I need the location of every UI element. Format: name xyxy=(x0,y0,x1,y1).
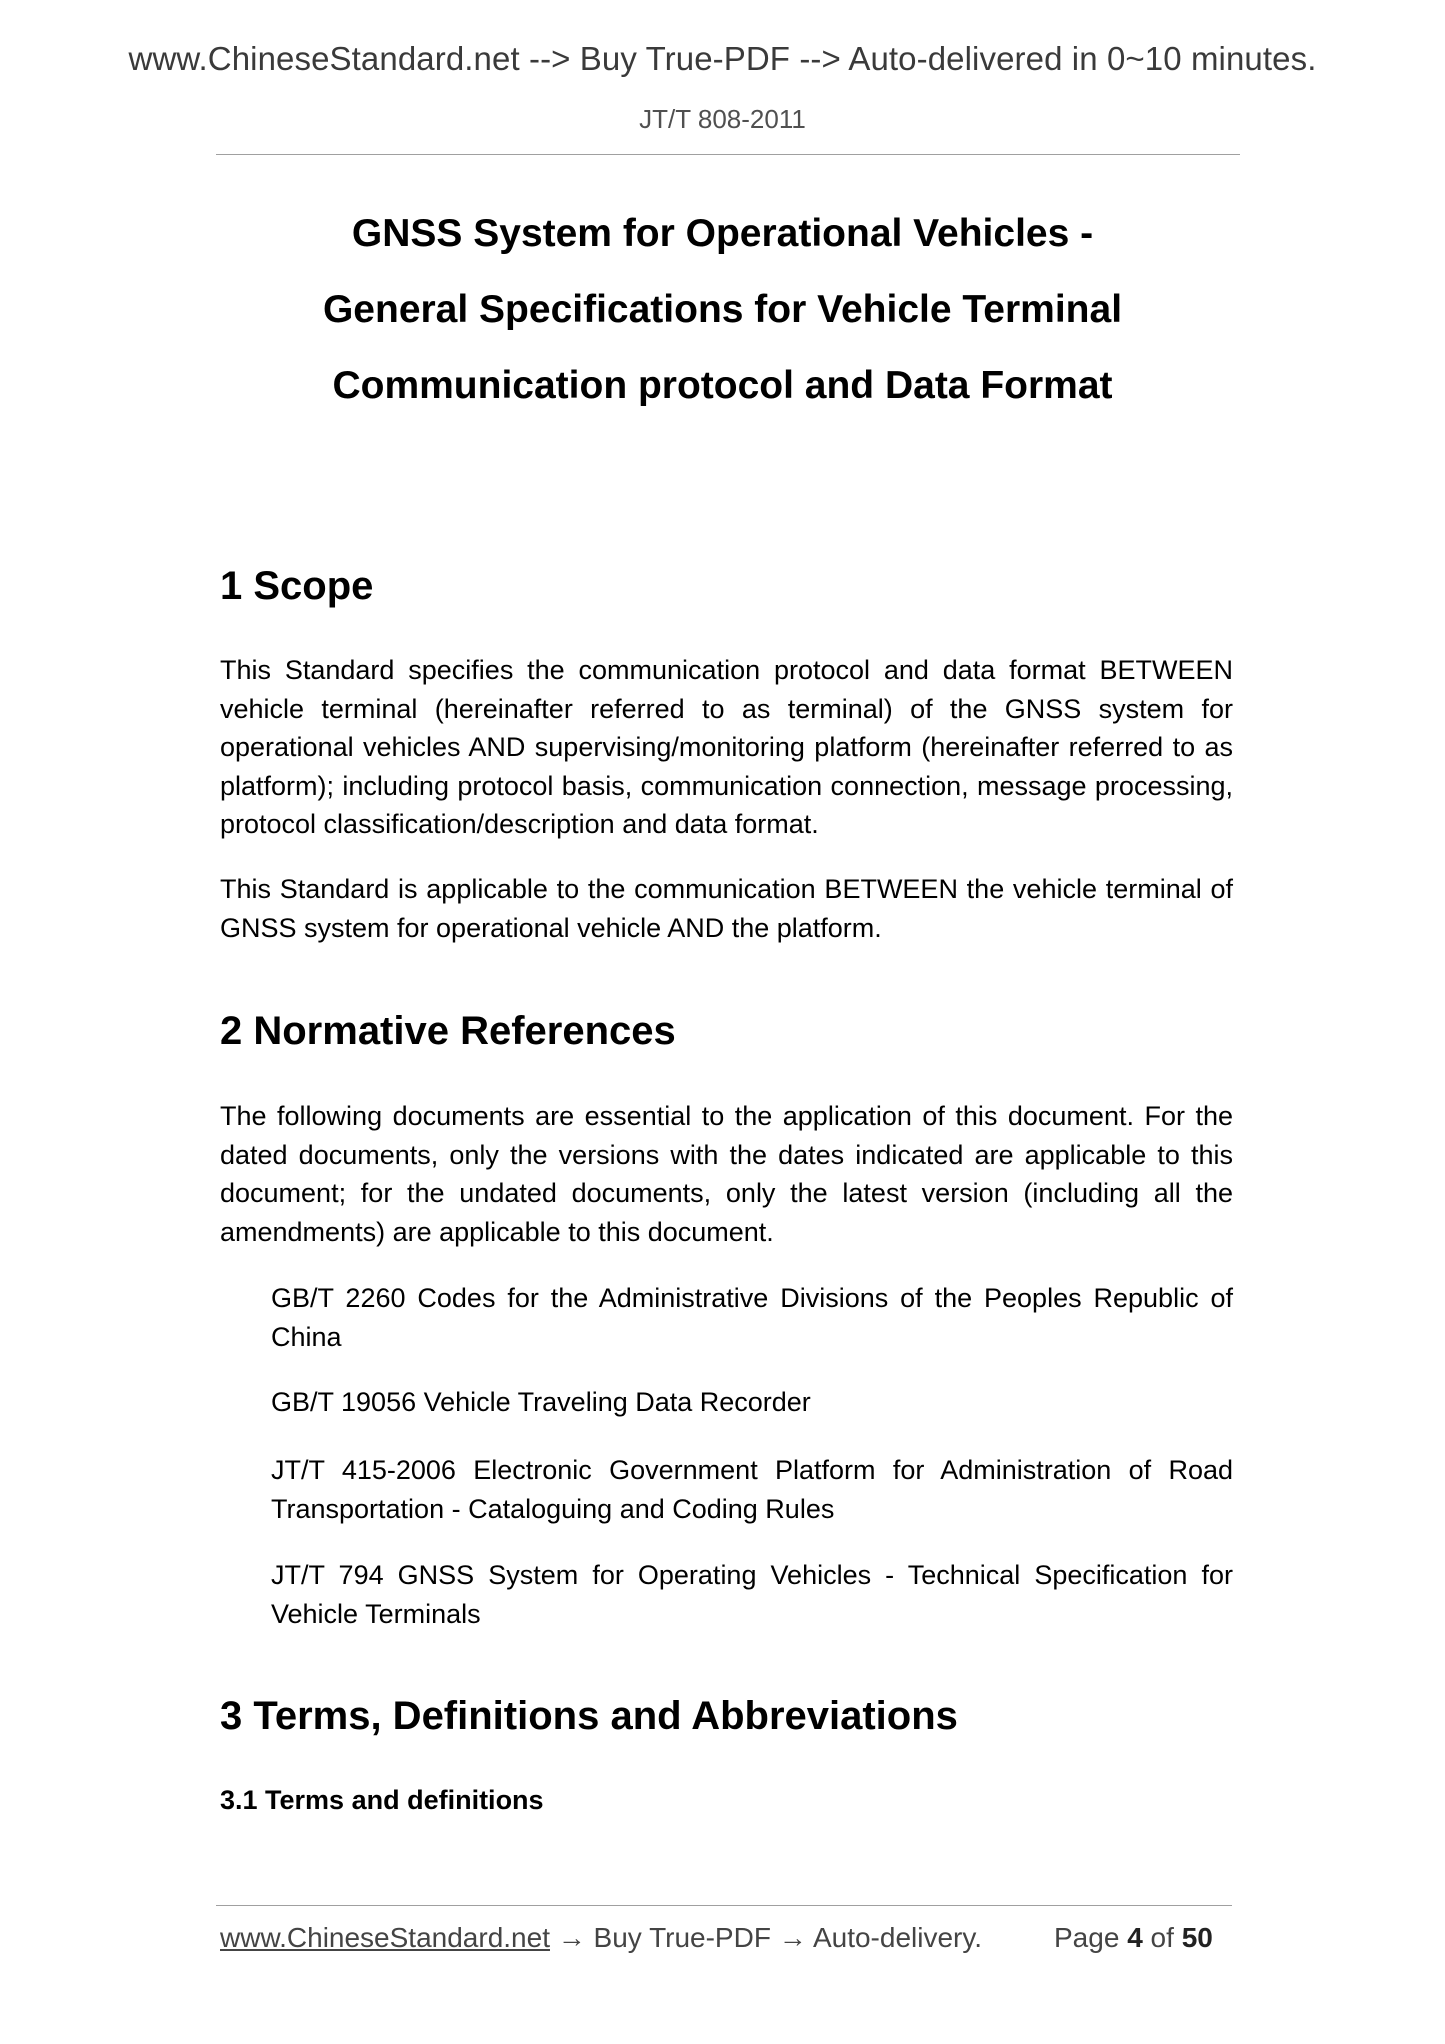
section-heading-terms: 3 Terms, Definitions and Abbreviations xyxy=(220,1694,958,1738)
scope-paragraph-1: This Standard specifies the communication protocol and data format BETWEEN vehicle terminal (hereinafter referred to as terminal) of the GNSS system for operational vehicles AND supervising/monitoring platform (hereinafter referred to as platform); including protocol basis, communication connection, message processing, protocol classification/description and data format. xyxy=(220,655,1233,839)
subsection-heading-terms-definitions: 3.1 Terms and definitions xyxy=(220,1785,544,1815)
page-label: Page xyxy=(1054,1922,1120,1953)
footer-delivery-text: Auto-delivery. xyxy=(812,1922,983,1953)
footer-divider xyxy=(216,1905,1232,1906)
header-banner: www.ChineseStandard.net --> Buy True-PDF --> Auto-delivered in 0~10 minutes. xyxy=(128,40,1317,77)
current-page-number: 4 xyxy=(1127,1922,1143,1953)
document-number: JT/T 808-2011 xyxy=(639,104,806,134)
footer-buy-text: Buy True-PDF xyxy=(593,1922,771,1953)
references-intro: The following documents are essential to the application of this document. For the dated documents, only the versions with the dates indicated are applicable to this document; for the undated documents, only the latest version (including all the amendments) are applicable to this document. xyxy=(220,1101,1233,1247)
title-line-1: GNSS System for Operational Vehicles - xyxy=(351,212,1094,255)
title-line-3: Communication protocol and Data Format xyxy=(332,364,1113,407)
title-line-2: General Specifications for Vehicle Terminal xyxy=(322,288,1123,331)
of-label: of xyxy=(1150,1922,1174,1953)
reference-item-jtt-794: JT/T 794 GNSS System for Operating Vehicles - Technical Specification for Vehicle Terminals xyxy=(271,1560,1233,1629)
section-heading-scope: 1 Scope xyxy=(220,564,374,608)
reference-item-gbt-2260: GB/T 2260 Codes for the Administrative Divisions of the Peoples Republic of China xyxy=(271,1283,1233,1352)
footer-left xyxy=(220,1922,982,1954)
footer-site-link[interactable]: www.ChineseStandard.net xyxy=(220,1922,550,1953)
section-heading-normative-references: 2 Normative References xyxy=(220,1009,676,1053)
reference-item-gbt-19056: GB/T 19056 Vehicle Traveling Data Recorder xyxy=(271,1387,811,1417)
arrow-right-icon: → xyxy=(778,1922,807,1953)
reference-item-jtt-415: JT/T 415-2006 Electronic Government Platform for Administration of Road Transportation - Cataloguing and Coding Rules xyxy=(271,1455,1233,1524)
total-pages: 50 xyxy=(1181,1922,1213,1953)
page-indicator xyxy=(1054,1922,1213,1954)
header-divider xyxy=(216,154,1240,155)
scope-paragraph-2: This Standard is applicable to the communication BETWEEN the vehicle terminal of GNSS system for operational vehicle AND the platform. xyxy=(220,874,1233,943)
arrow-right-icon: → xyxy=(557,1922,586,1953)
